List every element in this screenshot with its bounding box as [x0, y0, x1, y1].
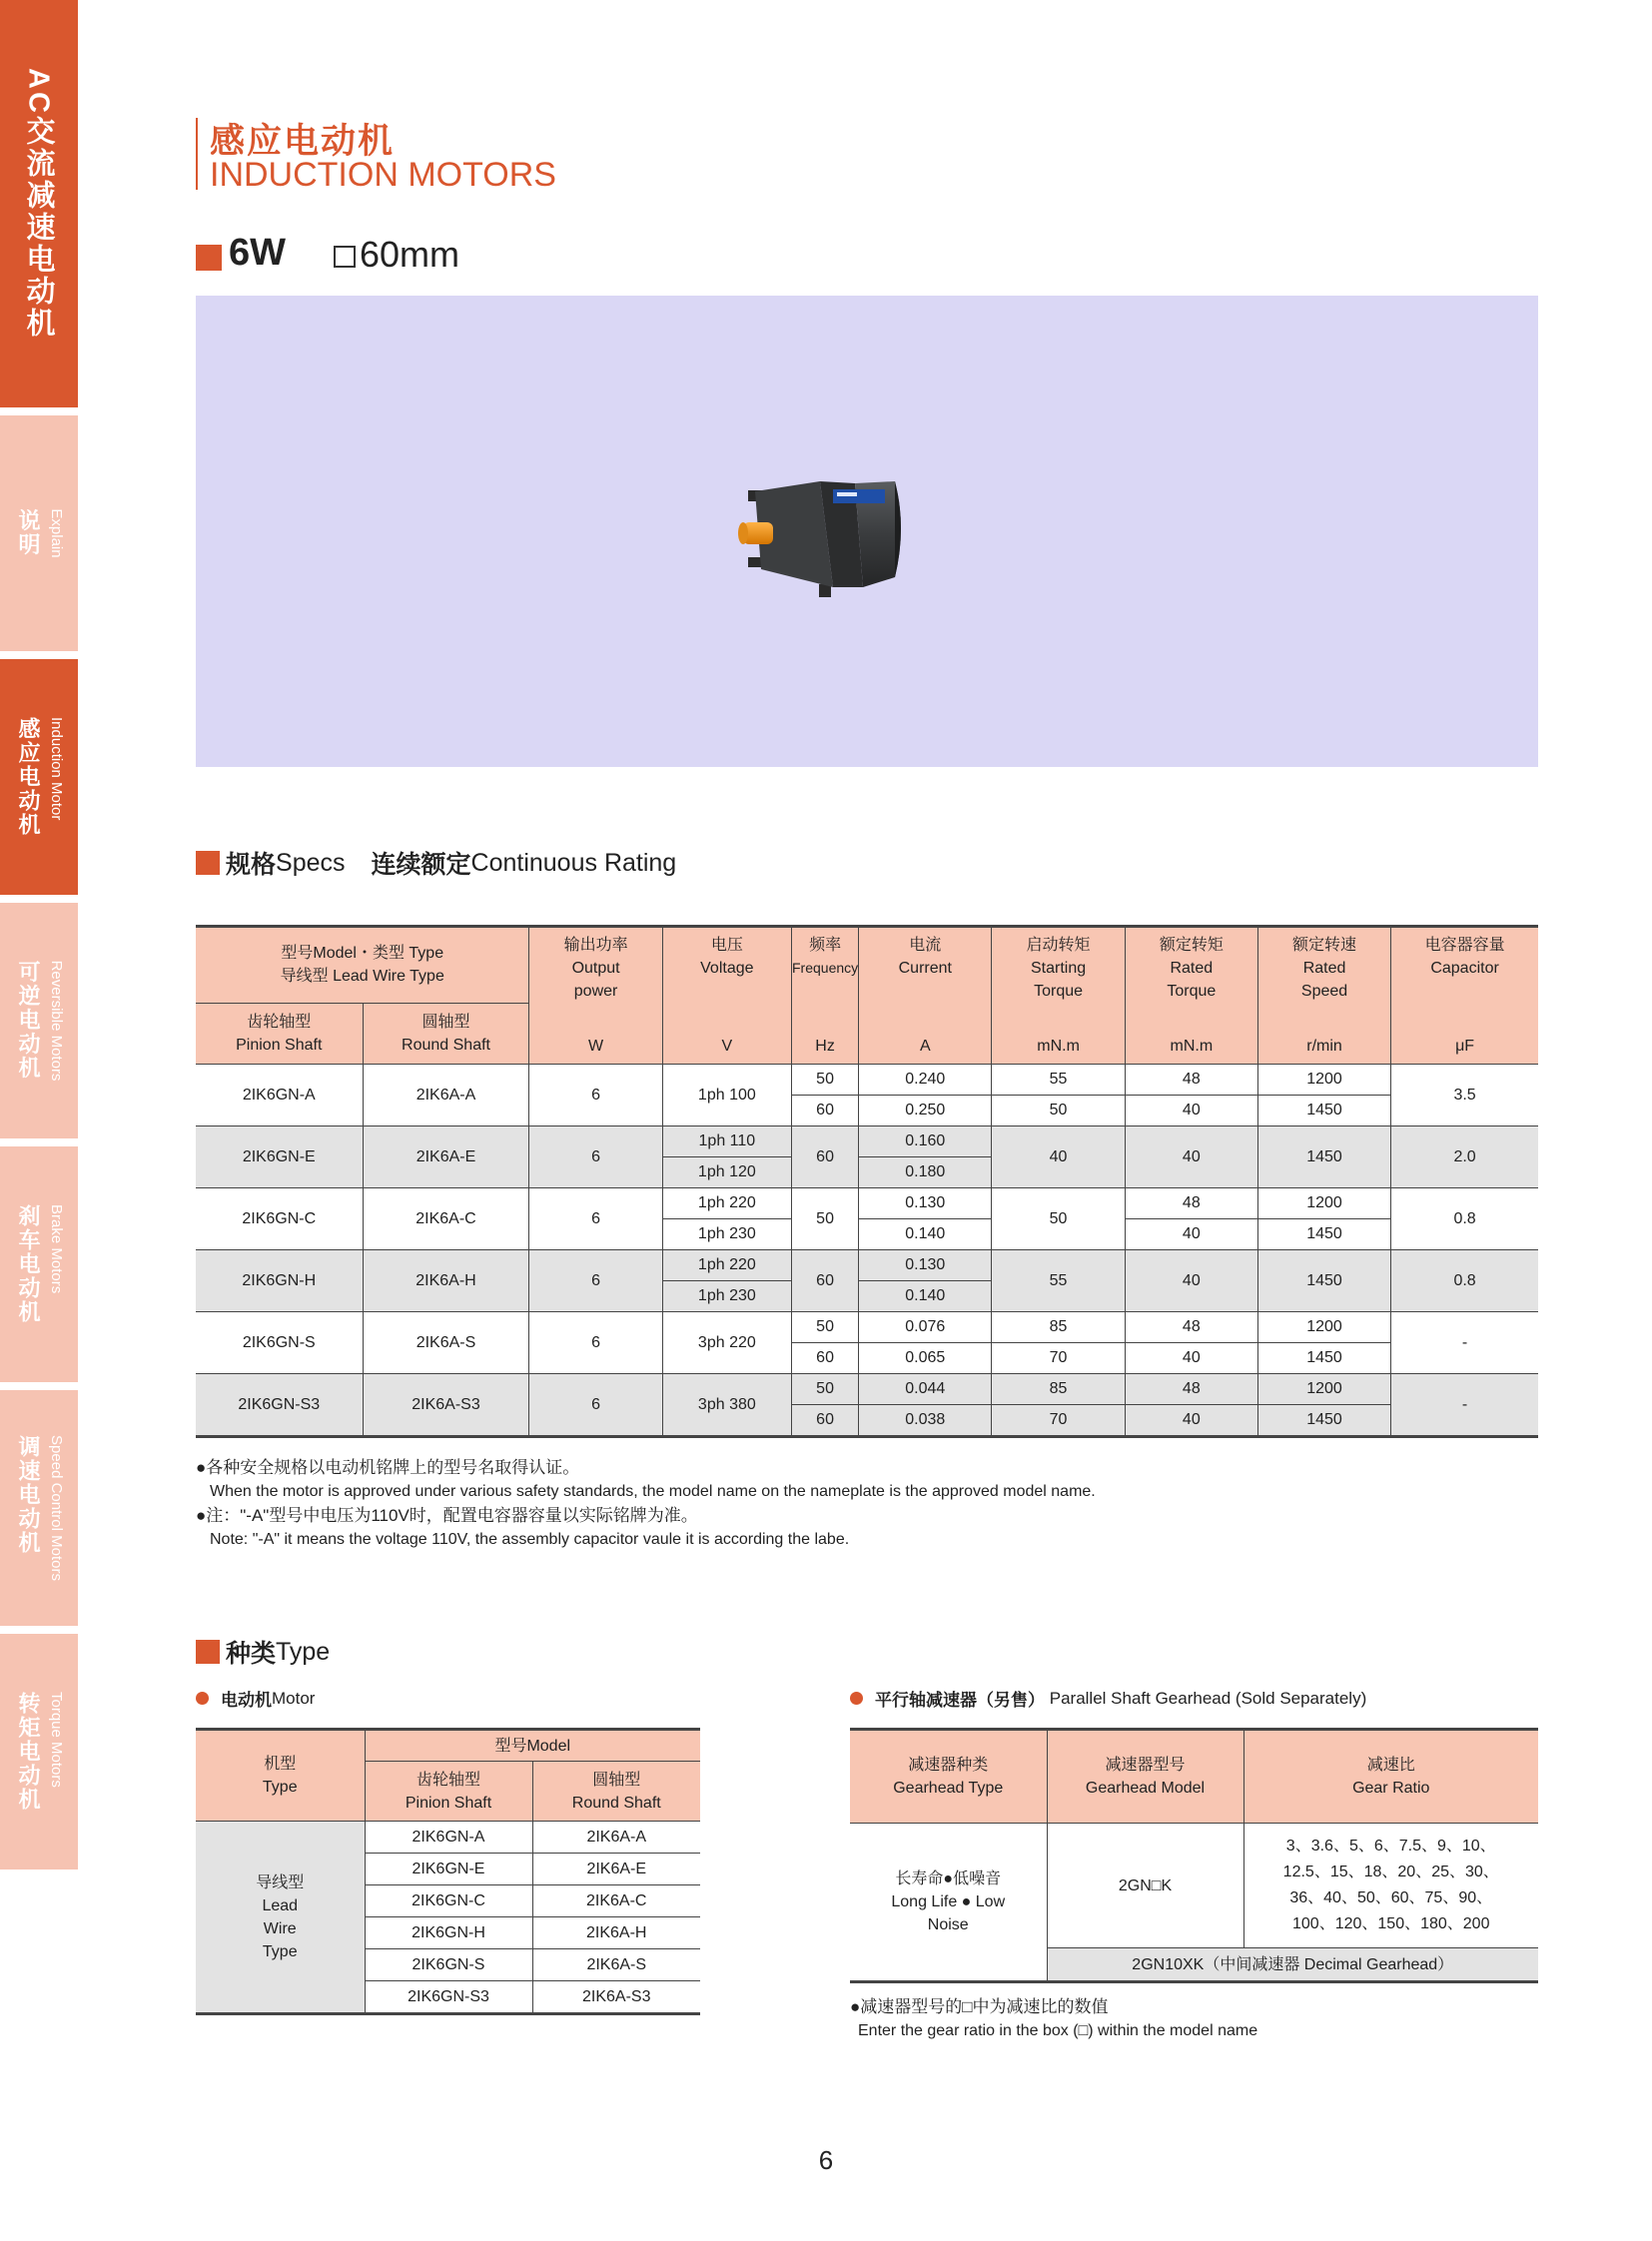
cell-round: 2IK6A-C — [532, 1885, 700, 1917]
header-output-en: Output — [571, 960, 620, 977]
cell-pinion: 2IK6GN-S — [196, 1311, 363, 1373]
cell-pinion: 2IK6GN-C — [365, 1885, 532, 1917]
cell-current: 0.180 — [859, 1156, 992, 1187]
cell-capacitor: - — [1391, 1373, 1538, 1436]
cell-current: 0.140 — [859, 1280, 992, 1311]
sidebar-main-title — [0, 0, 78, 407]
sidebar-item-label-en: Induction Motor — [48, 717, 65, 821]
cell-speed: 1450 — [1257, 1125, 1390, 1187]
cell-voltage: 3ph 380 — [662, 1373, 791, 1436]
bullet-dot-icon — [196, 1692, 209, 1705]
cell-pinion: 2IK6GN-C — [196, 1187, 363, 1249]
type-heading — [196, 1634, 330, 1670]
cell-start: 70 — [992, 1342, 1125, 1373]
cell-voltage: 1ph 230 — [662, 1280, 791, 1311]
header-model-type: 型号Model・类型 Type — [281, 945, 444, 963]
header-lead-wire-type: 导线型 Lead Wire Type — [280, 968, 444, 986]
type-heading-cn: 种类 — [226, 1640, 277, 1668]
cell-rated-torque: 48 — [1125, 1187, 1257, 1218]
cell-current: 0.065 — [859, 1342, 992, 1373]
cell-current: 0.140 — [859, 1218, 992, 1249]
header-rated-speed-en2: Speed — [1300, 983, 1348, 1000]
sidebar-item-label: 调速电动机 — [16, 1435, 41, 1556]
unit-voltage: V — [662, 1003, 791, 1064]
cell-rated-torque: 40 — [1125, 1218, 1257, 1249]
cell-speed: 1200 — [1257, 1373, 1390, 1404]
cell-voltage: 1ph 230 — [662, 1218, 791, 1249]
sidebar-item-explain[interactable] — [0, 415, 78, 651]
cell-round: 2IK6A-S3 — [532, 1981, 700, 2014]
unit-output: W — [529, 1003, 662, 1064]
page-title-en: INDUCTION MOTORS — [210, 156, 556, 194]
sidebar-item-label-en: Speed Control Motors — [48, 1435, 65, 1581]
unit-capacitor: μF — [1391, 1003, 1538, 1064]
product-photo-area — [196, 296, 1538, 767]
sidebar-item-label: 感应电动机 — [16, 717, 41, 837]
cell-voltage: 1ph 120 — [662, 1156, 791, 1187]
lead-type-en: Lead — [262, 1896, 299, 1914]
cell-round: 2IK6A-S — [363, 1311, 529, 1373]
heading-marker-square — [196, 1640, 220, 1664]
header-capacitor-cn: 电容器容量 — [1424, 937, 1505, 954]
cell-current: 0.130 — [859, 1187, 992, 1218]
cell-current: 0.076 — [859, 1311, 992, 1342]
gearhead-table — [850, 1728, 1538, 1983]
note-2-cn: ●注："-A"型号中电压为110V时，配置电容器容量以实际铭牌为准。 — [196, 1506, 698, 1525]
table-row — [196, 1125, 1538, 1156]
cell-pinion: 2IK6GN-S — [365, 1949, 532, 1981]
header-gear-type-cn: 减速器种类 — [908, 1757, 989, 1774]
header-gear-ratio-en: Gear Ratio — [1352, 1780, 1430, 1797]
header-round-cn: 圆轴型 — [592, 1771, 641, 1789]
cell-speed: 1200 — [1257, 1187, 1390, 1218]
header-rated-speed-cn: 额定转速 — [1292, 937, 1357, 954]
unit-current: A — [859, 1003, 992, 1064]
sidebar-item-label-en: Explain — [48, 508, 65, 558]
cell-current: 0.160 — [859, 1125, 992, 1156]
cell-round: 2IK6A-H — [532, 1917, 700, 1949]
table-row — [850, 1824, 1538, 1948]
cell-rated-torque: 40 — [1125, 1404, 1257, 1436]
cell-start: 40 — [992, 1125, 1125, 1187]
gear-type-en: Long Life ● Low — [891, 1893, 1006, 1910]
unit-rated-speed: r/min — [1257, 1003, 1390, 1064]
spec-notes — [196, 1456, 1096, 1552]
cell-pinion: 2IK6GN-S3 — [365, 1981, 532, 2014]
sidebar-item-induction-motor[interactable] — [0, 659, 78, 895]
cell-voltage: 1ph 110 — [662, 1125, 791, 1156]
title-marker-square — [196, 245, 222, 271]
page-number: 6 — [818, 2145, 834, 2175]
cell-round: 2IK6A-C — [363, 1187, 529, 1249]
cell-current: 0.250 — [859, 1095, 992, 1125]
motor-subheading-en: Motor — [272, 1688, 316, 1708]
cell-pinion: 2IK6GN-E — [365, 1854, 532, 1885]
header-gear-ratio-cn: 减速比 — [1366, 1757, 1415, 1774]
cell-rated-torque: 48 — [1125, 1064, 1257, 1095]
table-header-row — [196, 1003, 1538, 1064]
sidebar-item-label: 可逆电动机 — [16, 960, 41, 1081]
cell-freq: 60 — [792, 1125, 859, 1187]
bullet-dot-icon — [850, 1692, 863, 1705]
sidebar-item-torque-motors[interactable] — [0, 1634, 78, 1869]
cell-rated-torque: 48 — [1125, 1373, 1257, 1404]
header-pinion-cn: 齿轮轴型 — [415, 1771, 480, 1789]
header-pinion-en: Pinion Shaft — [405, 1794, 492, 1812]
unit-freq: Hz — [792, 1003, 859, 1064]
table-row — [196, 1311, 1538, 1342]
cell-round: 2IK6A-S3 — [363, 1373, 529, 1436]
specs-heading-cn: 规格 — [226, 851, 277, 879]
rating-heading-en: Continuous Rating — [470, 848, 677, 877]
cell-pinion: 2IK6GN-A — [196, 1064, 363, 1125]
cell-freq: 50 — [792, 1187, 859, 1249]
cell-output: 6 — [529, 1064, 662, 1125]
cell-speed: 1450 — [1257, 1342, 1390, 1373]
sidebar-item-reversible-motors[interactable] — [0, 903, 78, 1138]
cell-rated-torque: 40 — [1125, 1342, 1257, 1373]
cell-round: 2IK6A-H — [363, 1249, 529, 1311]
header-gear-model-en: Gearhead Model — [1085, 1780, 1206, 1797]
header-current-cn: 电流 — [909, 937, 942, 954]
header-gear-type-en: Gearhead Type — [893, 1780, 1004, 1797]
product-size: 60mm — [360, 234, 460, 275]
cell-start: 50 — [992, 1187, 1125, 1249]
cell-capacitor: - — [1391, 1311, 1538, 1373]
cell-rated-torque: 40 — [1125, 1249, 1257, 1311]
cell-pinion: 2IK6GN-H — [196, 1249, 363, 1311]
cell-current: 0.038 — [859, 1404, 992, 1436]
motor-image — [196, 296, 1538, 767]
cell-rated-torque: 40 — [1125, 1125, 1257, 1187]
specs-table — [196, 925, 1538, 1438]
square-frame-icon — [334, 246, 356, 268]
gear-ratio-line: 36、40、50、60、75、90、 — [1289, 1889, 1493, 1906]
rating-heading-cn: 连续额定 — [371, 851, 471, 879]
gear-note — [850, 1995, 1257, 2043]
cell-capacitor: 3.5 — [1391, 1064, 1538, 1125]
cell-capacitor: 2.0 — [1391, 1125, 1538, 1187]
cell-speed: 1450 — [1257, 1218, 1390, 1249]
header-start-en: Starting — [1030, 960, 1087, 977]
table-header-row — [196, 1730, 700, 1762]
sidebar-main-title-text: AC交流减速电动机 — [22, 68, 55, 340]
note-1-cn: ●各种安全规格以电动机铭牌上的型号名取得认证。 — [196, 1458, 580, 1477]
cell-current: 0.130 — [859, 1249, 992, 1280]
gear-ratio-line: 12.5、15、18、20、25、30、 — [1282, 1864, 1499, 1880]
cell-capacitor: 0.8 — [1391, 1249, 1538, 1311]
gear-ratio-line: 3、3.6、5、6、7.5、9、10、 — [1285, 1838, 1496, 1855]
cell-freq: 60 — [792, 1404, 859, 1436]
gear-note-cn: ●减速器型号的□中为减速比的数值 — [850, 1997, 1109, 2016]
header-pinion-cn: 齿轮轴型 — [247, 1013, 312, 1031]
cell-voltage: 1ph 100 — [662, 1064, 791, 1125]
cell-start: 55 — [992, 1064, 1125, 1095]
header-rated-torque-en2: Torque — [1167, 983, 1217, 1000]
sidebar-item-label: 说明 — [16, 508, 41, 557]
cell-freq: 50 — [792, 1373, 859, 1404]
sidebar-item-speed-control-motors[interactable] — [0, 1390, 78, 1626]
cell-freq: 60 — [792, 1342, 859, 1373]
specs-heading-en: Specs — [276, 848, 346, 877]
header-freq-cn: 频率 — [809, 937, 842, 954]
table-row — [196, 1822, 700, 1854]
cell-round: 2IK6A-E — [363, 1125, 529, 1187]
header-rated-torque-cn: 额定转矩 — [1159, 937, 1224, 954]
cell-freq: 50 — [792, 1064, 859, 1095]
gear-subheading-en: Parallel Shaft Gearhead (Sold Separately) — [1049, 1688, 1367, 1708]
header-round-en: Round Shaft — [402, 1036, 490, 1054]
lead-type-en3: Type — [262, 1942, 298, 1960]
cell-voltage: 1ph 220 — [662, 1249, 791, 1280]
sidebar-item-label: 转矩电动机 — [16, 1692, 41, 1812]
gear-type-cn: 长寿命●低噪音 — [895, 1870, 1002, 1887]
type-heading-en: Type — [276, 1637, 331, 1666]
gear-type-en2: Noise — [927, 1916, 969, 1933]
page-title-cn: 感应电动机 — [210, 122, 396, 162]
cell-start: 55 — [992, 1249, 1125, 1311]
cell-round: 2IK6A-S — [532, 1949, 700, 1981]
unit-start: mN.m — [992, 1003, 1125, 1064]
sidebar-item-label: 刹车电动机 — [16, 1204, 41, 1324]
cell-output: 6 — [529, 1187, 662, 1249]
heading-marker-square — [196, 851, 220, 875]
header-type-en: Type — [262, 1779, 298, 1796]
header-voltage-en: Voltage — [700, 960, 754, 977]
header-round-en: Round Shaft — [571, 1794, 661, 1812]
cell-voltage: 1ph 220 — [662, 1187, 791, 1218]
decimal-gearhead: 2GN10XK（中间减速器 Decimal Gearhead） — [1047, 1948, 1538, 1982]
cell-voltage: 3ph 220 — [662, 1311, 791, 1373]
note-2-en: Note: "-A" it means the voltage 110V, the assembly capacitor vaule it is according the labe. — [210, 1531, 850, 1548]
cell-output: 6 — [529, 1249, 662, 1311]
cell-start: 50 — [992, 1095, 1125, 1125]
gear-model: 2GN□K — [1047, 1824, 1243, 1948]
cell-start: 85 — [992, 1311, 1125, 1342]
lead-type-en2: Wire — [263, 1919, 297, 1937]
header-round-cn: 圆轴型 — [421, 1013, 470, 1031]
cell-start: 85 — [992, 1373, 1125, 1404]
cell-speed: 1200 — [1257, 1064, 1390, 1095]
table-row — [196, 1373, 1538, 1404]
cell-speed: 1200 — [1257, 1311, 1390, 1342]
sidebar-item-label-en: Brake Motors — [48, 1204, 65, 1294]
table-header-row — [196, 927, 1538, 1004]
gear-ratio-line: 100、120、150、180、200 — [1292, 1915, 1490, 1932]
header-output-en2: power — [573, 983, 618, 1000]
cell-output: 6 — [529, 1125, 662, 1187]
product-power: 6W — [229, 232, 286, 274]
sidebar-item-label-en: Reversible Motors — [48, 960, 65, 1082]
header-pinion-en: Pinion Shaft — [236, 1036, 323, 1054]
cell-output: 6 — [529, 1373, 662, 1436]
cell-speed: 1450 — [1257, 1095, 1390, 1125]
header-voltage-cn: 电压 — [710, 937, 743, 954]
note-1-en: When the motor is approved under various safety standards, the model name on the nameplate is the approved model name. — [210, 1483, 1096, 1500]
cell-round: 2IK6A-A — [532, 1822, 700, 1854]
cell-current: 0.240 — [859, 1064, 992, 1095]
cell-freq: 60 — [792, 1249, 859, 1311]
table-row — [196, 1187, 1538, 1218]
cell-current: 0.044 — [859, 1373, 992, 1404]
motor-subheading-cn: 电动机 — [221, 1691, 272, 1710]
cell-rated-torque: 48 — [1125, 1311, 1257, 1342]
header-capacitor-en: Capacitor — [1430, 960, 1499, 977]
table-header-row — [850, 1730, 1538, 1824]
gear-note-en: Enter the gear ratio in the box (□) within the model name — [858, 2022, 1258, 2039]
table-row — [196, 1249, 1538, 1280]
header-start-en2: Torque — [1034, 983, 1084, 1000]
header-start-cn: 启动转矩 — [1026, 937, 1091, 954]
unit-rated-torque: mN.m — [1125, 1003, 1257, 1064]
header-type-cn: 机型 — [264, 1756, 297, 1773]
sidebar — [0, 0, 78, 1877]
motor-type-table — [196, 1728, 700, 2015]
lead-type-cn: 导线型 — [256, 1873, 305, 1891]
header-gear-model-cn: 减速器型号 — [1105, 1757, 1186, 1774]
cell-pinion: 2IK6GN-H — [365, 1917, 532, 1949]
header-accent-bar — [196, 118, 198, 190]
cell-pinion: 2IK6GN-E — [196, 1125, 363, 1187]
header-rated-speed-en: Rated — [1302, 960, 1346, 977]
specs-heading — [196, 845, 676, 881]
cell-freq: 50 — [792, 1311, 859, 1342]
cell-capacitor: 0.8 — [1391, 1187, 1538, 1249]
header-current-en: Current — [898, 960, 952, 977]
gear-subheading — [850, 1686, 1366, 1711]
header-freq-en: Frequency — [792, 960, 859, 976]
sidebar-item-brake-motors[interactable] — [0, 1146, 78, 1382]
cell-speed: 1450 — [1257, 1249, 1390, 1311]
table-row — [196, 1064, 1538, 1095]
cell-speed: 1450 — [1257, 1404, 1390, 1436]
gear-subheading-cn: 平行轴减速器（另售） — [875, 1691, 1045, 1710]
cell-rated-torque: 40 — [1125, 1095, 1257, 1125]
cell-output: 6 — [529, 1311, 662, 1373]
header-model: 型号Model — [365, 1730, 700, 1762]
cell-pinion: 2IK6GN-A — [365, 1822, 532, 1854]
header-output-cn: 输出功率 — [563, 937, 628, 954]
motor-subheading — [196, 1686, 315, 1711]
cell-start: 70 — [992, 1404, 1125, 1436]
cell-round: 2IK6A-A — [363, 1064, 529, 1125]
sidebar-item-label-en: Torque Motors — [48, 1692, 65, 1788]
cell-pinion: 2IK6GN-S3 — [196, 1373, 363, 1436]
cell-freq: 60 — [792, 1095, 859, 1125]
header-rated-torque-en: Rated — [1170, 960, 1214, 977]
cell-round: 2IK6A-E — [532, 1854, 700, 1885]
